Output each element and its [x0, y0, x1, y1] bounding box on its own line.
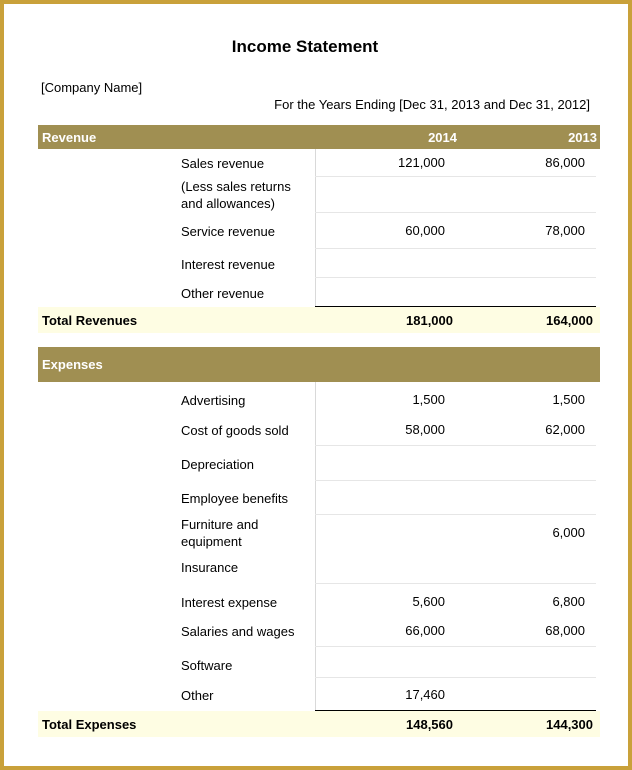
expense-row-label: Cost of goods sold: [181, 423, 289, 438]
revenue-row-value-2014: 60,000: [405, 223, 445, 238]
expense-row-value-2013: 6,000: [552, 525, 585, 540]
expense-row-label: Advertising: [181, 393, 246, 408]
expense-row-value-2014: 58,000: [405, 422, 445, 437]
revenue-row-label: (Less sales returns and allowances): [181, 179, 291, 211]
expense-row-value-2013: 1,500: [552, 392, 585, 407]
grid-line: [315, 212, 596, 213]
revenue-row-label: Other revenue: [181, 286, 265, 301]
expense-row-value-2014: 5,600: [412, 594, 445, 609]
total-revenues-label: Total Revenues: [42, 313, 138, 328]
total-revenues-2013: 164,000: [546, 313, 593, 328]
grid-line: [315, 583, 596, 584]
expense-row-value-2013: 62,000: [545, 422, 585, 437]
revenue-header: [38, 125, 600, 149]
expense-row-label: Salaries and wages: [181, 624, 295, 639]
revenue-header-label: Revenue: [42, 130, 97, 145]
expense-row-value-2014: 66,000: [405, 623, 445, 638]
expense-row-label: Other: [181, 688, 214, 703]
grid-line: [315, 514, 596, 515]
page-title: Income Statement: [231, 37, 379, 56]
reporting-period: For the Years Ending [Dec 31, 2013 and Dec 31, 2012]: [274, 97, 590, 112]
revenue-row-value-2013: 86,000: [545, 155, 585, 170]
expense-row-value-2013: 6,800: [552, 594, 585, 609]
expense-row-label: Insurance: [181, 560, 239, 575]
expense-row-value-2014: 1,500: [412, 392, 445, 407]
expense-row-value-2014: 17,460: [405, 687, 445, 702]
grid-line: [315, 480, 596, 481]
total-expenses-row: [38, 711, 600, 737]
grid-line: [315, 248, 596, 249]
revenue-row-value-2013: 78,000: [545, 223, 585, 238]
grid-line: [315, 677, 596, 678]
expense-row-label: Depreciation: [181, 457, 254, 472]
grid-line: [315, 445, 596, 446]
expense-row-label: Employee benefits: [181, 491, 288, 506]
expense-row-value-2013: 68,000: [545, 623, 585, 638]
revenue-row-label: Sales revenue: [181, 156, 265, 171]
total-expenses-label: Total Expenses: [42, 717, 137, 732]
total-revenues-row: [38, 307, 600, 333]
revenue-row-value-2014: 121,000: [398, 155, 445, 170]
expenses-header: [38, 347, 600, 382]
total-revenues-2014: 181,000: [406, 313, 453, 328]
total-expenses-2013: 144,300: [546, 717, 593, 732]
expense-row-label: Interest expense: [181, 595, 278, 610]
revenue-row-label: Service revenue: [181, 224, 275, 239]
year-2014-header: 2014: [428, 130, 457, 145]
total-expenses-2014: 148,560: [406, 717, 453, 732]
expense-row-label: Software: [181, 658, 233, 673]
revenue-row-label: Interest revenue: [181, 257, 275, 272]
year-2013-header: 2013: [568, 130, 597, 145]
grid-line: [315, 646, 596, 647]
grid-line: [315, 277, 596, 278]
company-name: [Company Name]: [41, 80, 143, 95]
grid-line: [315, 176, 596, 177]
expense-row-label: Furniture and equipment: [181, 517, 259, 549]
expenses-header-label: Expenses: [42, 357, 103, 372]
